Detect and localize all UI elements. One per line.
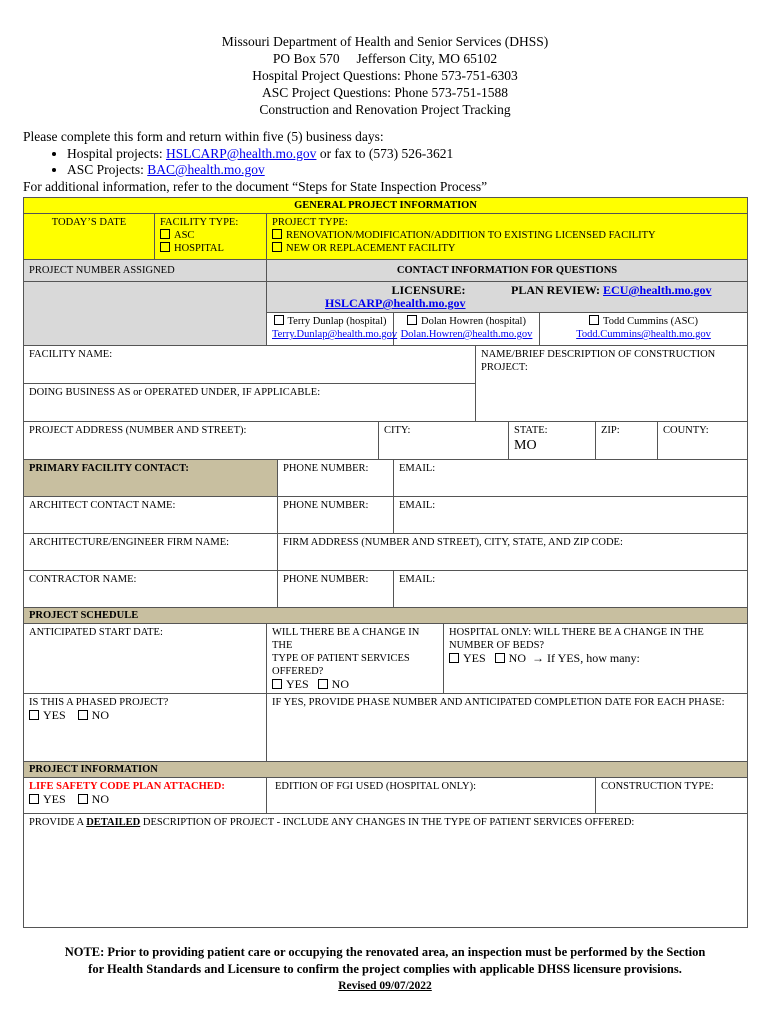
project-new-label: NEW OR REPLACEMENT FACILITY	[286, 243, 456, 254]
todays-date-label: TODAY’S DATE	[24, 214, 155, 260]
facility-hospital-option[interactable]	[160, 242, 261, 255]
checkbox-icon[interactable]	[29, 794, 39, 804]
start-date-field[interactable]	[24, 624, 267, 694]
county-label: COUNTY:	[663, 425, 709, 436]
note-line-2: for Health Standards and Licensure to confirm the project complies with applicable DHSS licensure provisions.	[88, 962, 682, 976]
contact-terry-name[interactable]	[272, 315, 388, 328]
firm-address-label: FIRM ADDRESS (NUMBER AND STREET), CITY, STATE, AND ZIP CODE:	[283, 537, 623, 548]
primary-phone-field[interactable]	[278, 460, 394, 497]
primary-contact-label: PRIMARY FACILITY CONTACT:	[29, 463, 189, 474]
contractor-name-field[interactable]	[24, 571, 278, 608]
contact-terry	[267, 313, 398, 346]
contact-terry-name-text: Terry Dunlap (hospital)	[287, 316, 387, 327]
checkbox-icon[interactable]	[160, 242, 170, 252]
footer-note	[0, 944, 770, 995]
bullet-hospital-suffix: or fax to (573) 526-3621	[316, 145, 454, 161]
construction-type-label: CONSTRUCTION TYPE:	[601, 781, 714, 792]
life-safety-options	[29, 793, 261, 806]
checkbox-icon[interactable]	[29, 710, 39, 720]
contractor-name-label: CONTRACTOR NAME:	[29, 574, 137, 585]
contractor-phone-label: PHONE NUMBER:	[283, 574, 369, 585]
beds-yes-label: YES	[463, 651, 486, 665]
facility-asc-label: ASC	[174, 230, 195, 241]
general-info-title: GENERAL PROJECT INFORMATION	[24, 198, 748, 214]
dba-field[interactable]	[24, 384, 476, 422]
project-reno-label: RENOVATION/MODIFICATION/ADDITION TO EXISTING LICENSED FACILITY	[286, 230, 656, 241]
beds-how-many-label: → If YES, how many:	[532, 651, 640, 665]
beds-change-q2: NUMBER OF BEDS?	[449, 640, 545, 651]
construction-type-field[interactable]	[596, 778, 748, 814]
services-change-q2: TYPE OF PATIENT SERVICES OFFERED?	[272, 653, 410, 677]
architect-email-field[interactable]	[394, 497, 748, 534]
project-number-input[interactable]	[24, 282, 267, 346]
contact-todd-name-text: Todd Cummins (ASC)	[603, 316, 698, 327]
services-change-cell	[267, 624, 444, 694]
header-line-3: Hospital Project Questions: Phone 573-751-6303	[252, 68, 518, 83]
bullet-hospital-prefix: Hospital projects:	[67, 145, 166, 161]
contractor-email-field[interactable]	[394, 571, 748, 608]
checkbox-icon[interactable]	[274, 315, 284, 325]
facility-type-label: FACILITY TYPE:	[160, 217, 239, 228]
dolan-email-link[interactable]: Dolan.Howren@health.mo.gov	[400, 329, 533, 340]
facility-asc-option[interactable]	[160, 229, 261, 242]
primary-phone-label: PHONE NUMBER:	[283, 463, 369, 474]
architect-phone-field[interactable]	[278, 497, 394, 534]
life-safety-no-label: NO	[91, 792, 110, 806]
primary-email-label: EMAIL:	[399, 463, 436, 474]
state-value: MO	[514, 438, 537, 453]
facility-hospital-label: HOSPITAL	[174, 243, 224, 254]
bac-email-link[interactable]: BAC@health.mo.gov	[147, 162, 265, 177]
checkbox-icon[interactable]	[495, 653, 505, 663]
zip-label: ZIP:	[601, 425, 620, 436]
licensure-label: LICENSURE:	[391, 283, 466, 297]
header-line-4: ASC Project Questions: Phone 573-751-1588	[262, 85, 508, 100]
city-field[interactable]	[379, 422, 509, 460]
checkbox-icon[interactable]	[589, 315, 599, 325]
bullet-asc	[67, 162, 487, 179]
city-label: CITY:	[384, 425, 411, 436]
fgi-edition-label: EDITION OF FGI USED (HOSPITAL ONLY):	[275, 781, 476, 792]
checkbox-icon[interactable]	[272, 242, 282, 252]
contact-dolan-name-text: Dolan Howren (hospital)	[421, 316, 526, 327]
checkbox-icon[interactable]	[160, 229, 170, 239]
phased-no-label: NO	[91, 708, 110, 722]
checkbox-icon[interactable]	[318, 679, 328, 689]
header-line-5: Construction and Renovation Project Tracking	[259, 102, 511, 117]
phased-yes-label: YES	[43, 708, 66, 722]
beds-change-cell	[444, 624, 748, 694]
services-change-options	[272, 678, 438, 691]
architect-email-label: EMAIL:	[399, 500, 436, 511]
project-address-label: PROJECT ADDRESS (NUMBER AND STREET):	[29, 425, 247, 436]
contractor-email-label: EMAIL:	[399, 574, 436, 585]
architect-name-label: ARCHITECT CONTACT NAME:	[29, 500, 176, 511]
start-date-label: ANTICIPATED START DATE:	[29, 627, 163, 638]
plan-review-email-link[interactable]: ECU@health.mo.gov	[603, 283, 712, 297]
note-line-1: NOTE: Prior to providing patient care or occupying the renovated area, an inspection must be performed by the Section	[64, 945, 706, 959]
services-change-q1: WILL THERE BE A CHANGE IN THE	[272, 627, 420, 651]
firm-name-label: ARCHITECTURE/ENGINEER FIRM NAME:	[29, 537, 230, 548]
project-address-field[interactable]	[24, 422, 379, 460]
intro-bullets	[23, 146, 487, 179]
phased-project-label: IS THIS A PHASED PROJECT?	[29, 697, 169, 708]
services-no-label: NO	[331, 677, 350, 691]
phased-options	[29, 709, 261, 722]
architect-name-field[interactable]	[24, 497, 278, 534]
describe-prefix: PROVIDE A	[29, 817, 87, 828]
project-reno-option[interactable]	[272, 229, 742, 242]
facility-type-cell	[155, 214, 267, 260]
project-description-label: NAME/BRIEF DESCRIPTION OF CONSTRUCTION PROJECT:	[481, 349, 716, 373]
project-info-title: PROJECT INFORMATION	[24, 762, 748, 778]
terry-email-link[interactable]: Terry.Dunlap@health.mo.gov	[272, 329, 398, 340]
primary-contact-field[interactable]	[24, 460, 278, 497]
contact-todd-name[interactable]	[545, 315, 742, 328]
phase-detail-label: IF YES, PROVIDE PHASE NUMBER AND ANTICIPATED COMPLETION DATE FOR EACH PHASE:	[272, 697, 725, 708]
life-safety-cell	[24, 778, 267, 814]
hslcarp-email-link[interactable]: HSLCARP@health.mo.gov	[165, 145, 317, 161]
beds-change-options	[449, 652, 742, 665]
firm-address-field[interactable]	[278, 534, 748, 571]
state-field[interactable]	[509, 422, 596, 460]
checkbox-icon[interactable]	[78, 710, 88, 720]
project-description-field[interactable]	[476, 346, 748, 422]
architect-phone-label: PHONE NUMBER:	[283, 500, 369, 511]
revised-date: Revised 09/07/2022	[338, 980, 432, 992]
firm-name-field[interactable]	[24, 534, 278, 571]
checkbox-icon[interactable]	[78, 794, 88, 804]
life-safety-yes-label: YES	[43, 792, 66, 806]
form-header	[0, 33, 770, 118]
checkbox-icon[interactable]	[272, 679, 282, 689]
bullet-hospital	[67, 146, 487, 163]
project-number-label: PROJECT NUMBER ASSIGNED	[24, 260, 267, 282]
plan-review-contact	[476, 282, 748, 313]
contractor-phone-field[interactable]	[278, 571, 394, 608]
intro-additional: For additional information, refer to the document “Steps for State Inspection Process”	[23, 178, 488, 194]
intro-instruction: Please complete this form and return within five (5) business days:	[23, 129, 384, 144]
facility-name-label: FACILITY NAME:	[29, 349, 113, 360]
plan-review-label: PLAN REVIEW:	[511, 283, 604, 297]
zip-field[interactable]	[596, 422, 658, 460]
project-type-cell	[267, 214, 748, 260]
intro-section	[23, 129, 487, 195]
phased-project-cell	[24, 694, 267, 762]
services-yes-label: YES	[286, 677, 309, 691]
state-label: STATE:	[514, 425, 548, 436]
facility-name-field[interactable]	[24, 346, 476, 384]
county-field[interactable]	[658, 422, 748, 460]
project-new-option[interactable]	[272, 242, 742, 255]
contact-info-title: CONTACT INFORMATION FOR QUESTIONS	[267, 260, 748, 282]
project-form	[23, 197, 748, 928]
dba-label: DOING BUSINESS AS or OPERATED UNDER, IF APPLICABLE:	[29, 387, 321, 398]
bullet-asc-prefix: ASC Projects:	[67, 162, 148, 177]
project-type-label: PROJECT TYPE:	[272, 217, 348, 228]
todd-email-link[interactable]: Todd.Cummins@health.mo.gov	[576, 329, 711, 340]
schedule-title: PROJECT SCHEDULE	[24, 608, 748, 624]
project-description-detail-field[interactable]	[24, 814, 748, 928]
describe-detailed: DETAILED	[86, 817, 141, 828]
header-line-1: Missouri Department of Health and Senior Services (DHSS)	[221, 34, 549, 49]
contact-dolan	[394, 313, 540, 346]
phase-detail-field[interactable]	[267, 694, 748, 762]
checkbox-icon[interactable]	[449, 653, 459, 663]
life-safety-label: LIFE SAFETY CODE PLAN ATTACHED:	[29, 781, 225, 792]
beds-no-label: NO	[508, 651, 527, 665]
header-line-2: PO Box 570 Jefferson City, MO 65102	[272, 51, 498, 66]
contact-todd	[540, 313, 748, 346]
fgi-edition-field[interactable]	[267, 778, 596, 814]
beds-change-q1: HOSPITAL ONLY: WILL THERE BE A CHANGE IN THE	[449, 627, 704, 638]
contact-dolan-name[interactable]	[399, 315, 534, 328]
licensure-email-link[interactable]: HSLCARP@health.mo.gov	[324, 296, 466, 310]
primary-email-field[interactable]	[394, 460, 748, 497]
checkbox-icon[interactable]	[272, 229, 282, 239]
checkbox-icon[interactable]	[407, 315, 417, 325]
licensure-contact	[267, 282, 476, 313]
describe-suffix: DESCRIPTION OF PROJECT - INCLUDE ANY CHANGES IN THE TYPE OF PATIENT SERVICES OFFERED:	[140, 817, 635, 828]
